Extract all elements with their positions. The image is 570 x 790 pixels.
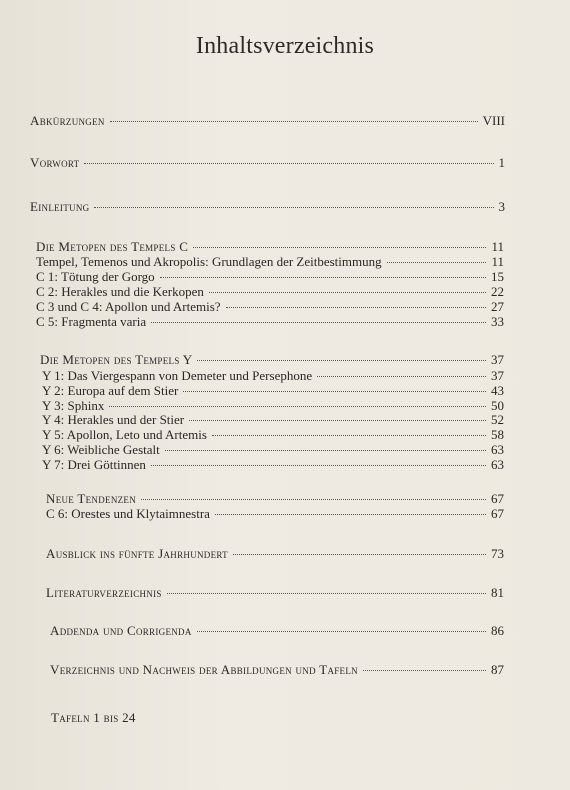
dot-leader xyxy=(209,292,486,293)
toc-entry-title: Y 1: Das Viergespann von Demeter und Persephone xyxy=(42,368,313,383)
toc-page-number: 87 xyxy=(491,662,504,677)
dot-leader xyxy=(197,360,486,361)
toc-page-number: 50 xyxy=(491,398,504,413)
toc-entry-ausblick-ins-funfte-jahrhundert xyxy=(46,547,504,561)
toc-page-number: 67 xyxy=(491,506,504,521)
toc-page-number: 43 xyxy=(491,383,504,398)
toc-entry-title: Die Metopen des Tempels Y xyxy=(40,352,193,367)
toc-entry-title: Abkürzungen xyxy=(30,113,105,128)
dot-leader xyxy=(317,376,486,377)
toc-entry-y-5-apollon-leto-und-artemis xyxy=(42,428,504,442)
toc-page-number: 67 xyxy=(491,491,504,506)
toc-entry-title: C 3 und C 4: Apollon und Artemis? xyxy=(36,299,221,314)
toc-page-number: 15 xyxy=(491,269,504,284)
toc-page-number: 37 xyxy=(491,352,504,367)
toc-entry-title: Y 6: Weibliche Gestalt xyxy=(42,442,160,457)
dot-leader xyxy=(183,391,486,392)
dot-leader xyxy=(109,406,486,407)
toc-entry-c-2-herakles-und-die-kerkopen xyxy=(36,285,504,299)
toc-page-number: 3 xyxy=(498,199,505,214)
toc-page-number: 52 xyxy=(491,412,504,427)
toc-page-number: 37 xyxy=(491,368,504,383)
toc-page-number: 33 xyxy=(491,314,504,329)
toc-entry-title: Neue Tendenzen xyxy=(46,491,137,506)
toc-entry-einleitung xyxy=(30,200,505,214)
toc-page-number: 73 xyxy=(491,546,504,561)
toc-entry-y-6-weibliche-gestalt xyxy=(42,443,504,457)
dot-leader xyxy=(165,450,486,451)
toc-entry-title: Tempel, Temenos und Akropolis: Grundlagen der Zeitbestimmung xyxy=(36,254,382,269)
toc-entry-title: C 1: Tötung der Gorgo xyxy=(36,269,155,284)
toc-entry-title: Vorwort xyxy=(30,155,80,170)
toc-page-number: 63 xyxy=(491,442,504,457)
toc-entry-literaturverzeichnis xyxy=(46,586,504,600)
dot-leader xyxy=(226,307,486,308)
dot-leader xyxy=(160,277,486,278)
dot-leader xyxy=(189,420,486,421)
toc-entry-c-1-totung-der-gorgo xyxy=(36,270,504,284)
dot-leader xyxy=(141,499,486,500)
toc-entry-title: C 6: Orestes und Klytaimnestra xyxy=(46,506,210,521)
toc-entry-title: Ausblick ins fünfte Jahrhundert xyxy=(46,546,228,561)
toc-entry-addenda-und-corrigenda xyxy=(50,624,504,638)
toc-entry-c-3-und-c-4-apollon-und-artemis xyxy=(36,300,504,314)
dot-leader xyxy=(387,262,487,263)
toc-entry-title: Y 2: Europa auf dem Stier xyxy=(42,383,179,398)
toc-page-number: 63 xyxy=(491,457,504,472)
toc-entry-neue-tendenzen xyxy=(46,492,504,506)
toc-entry-title: Literaturverzeichnis xyxy=(46,585,162,600)
dot-leader xyxy=(197,631,486,632)
toc-page-number: 81 xyxy=(491,585,504,600)
toc-entry-c-5-fragmenta-varia xyxy=(36,315,504,329)
toc-entry-c-6-orestes-und-klytaimnestra xyxy=(46,507,504,521)
toc-entry-y-3-sphinx xyxy=(42,399,504,413)
dot-leader xyxy=(110,121,478,122)
toc-page-number: 11 xyxy=(491,254,504,269)
dot-leader xyxy=(233,554,486,555)
toc-page-number: 86 xyxy=(491,623,504,638)
toc-entry-title: Addenda und Corrigenda xyxy=(50,623,192,638)
dot-leader xyxy=(151,322,486,323)
toc-entry-title: C 2: Herakles und die Kerkopen xyxy=(36,284,204,299)
toc-entry-title: Y 3: Sphinx xyxy=(42,398,105,413)
toc-page-number: 1 xyxy=(498,155,505,170)
toc-entry-abkurzungen xyxy=(30,114,505,128)
toc-entry-title: Verzeichnis und Nachweis der Abbildungen und Tafeln xyxy=(50,662,358,677)
toc-footer-plates: Tafeln 1 bis 24 xyxy=(51,710,136,725)
toc-entry-title: Y 4: Herakles und der Stier xyxy=(42,412,185,427)
toc-entry-verzeichnis-und-nachweis-der-abbildungen-und-tafeln xyxy=(50,663,504,677)
toc-entry-die-metopen-des-tempels-y xyxy=(40,353,504,367)
dot-leader xyxy=(151,465,486,466)
toc-entry-title: Einleitung xyxy=(30,199,90,214)
toc-entry-tempel-temenos-und-akropolis-grundlagen-der-zeitbestimmung xyxy=(36,255,504,269)
toc-page-number: 58 xyxy=(491,427,504,442)
toc-page-number: 27 xyxy=(491,299,504,314)
dot-leader xyxy=(94,207,493,208)
toc-entry-die-metopen-des-tempels-c xyxy=(36,240,504,254)
toc-entry-y-4-herakles-und-der-stier xyxy=(42,413,504,427)
toc-page-number: 22 xyxy=(491,284,504,299)
toc-entry-y-1-das-viergespann-von-demeter-und-persephone xyxy=(42,369,504,383)
toc-entry-title: C 5: Fragmenta varia xyxy=(36,314,147,329)
toc-entry-y-2-europa-auf-dem-stier xyxy=(42,384,504,398)
toc-entry-vorwort xyxy=(30,156,505,170)
dot-leader xyxy=(167,593,486,594)
page-title: Inhaltsverzeichnis xyxy=(195,33,375,59)
toc-page-number: 11 xyxy=(491,239,504,254)
toc-page-number: VIII xyxy=(482,113,505,128)
dot-leader xyxy=(212,435,486,436)
toc-entry-title: Die Metopen des Tempels C xyxy=(36,239,189,254)
toc-entry-y-7-drei-gottinnen xyxy=(42,458,504,472)
toc-entry-title: Y 7: Drei Göttinnen xyxy=(42,457,146,472)
dot-leader xyxy=(193,247,486,248)
dot-leader xyxy=(84,163,493,164)
dot-leader xyxy=(215,514,486,515)
toc-entry-title: Y 5: Apollon, Leto und Artemis xyxy=(42,427,207,442)
dot-leader xyxy=(363,670,486,671)
